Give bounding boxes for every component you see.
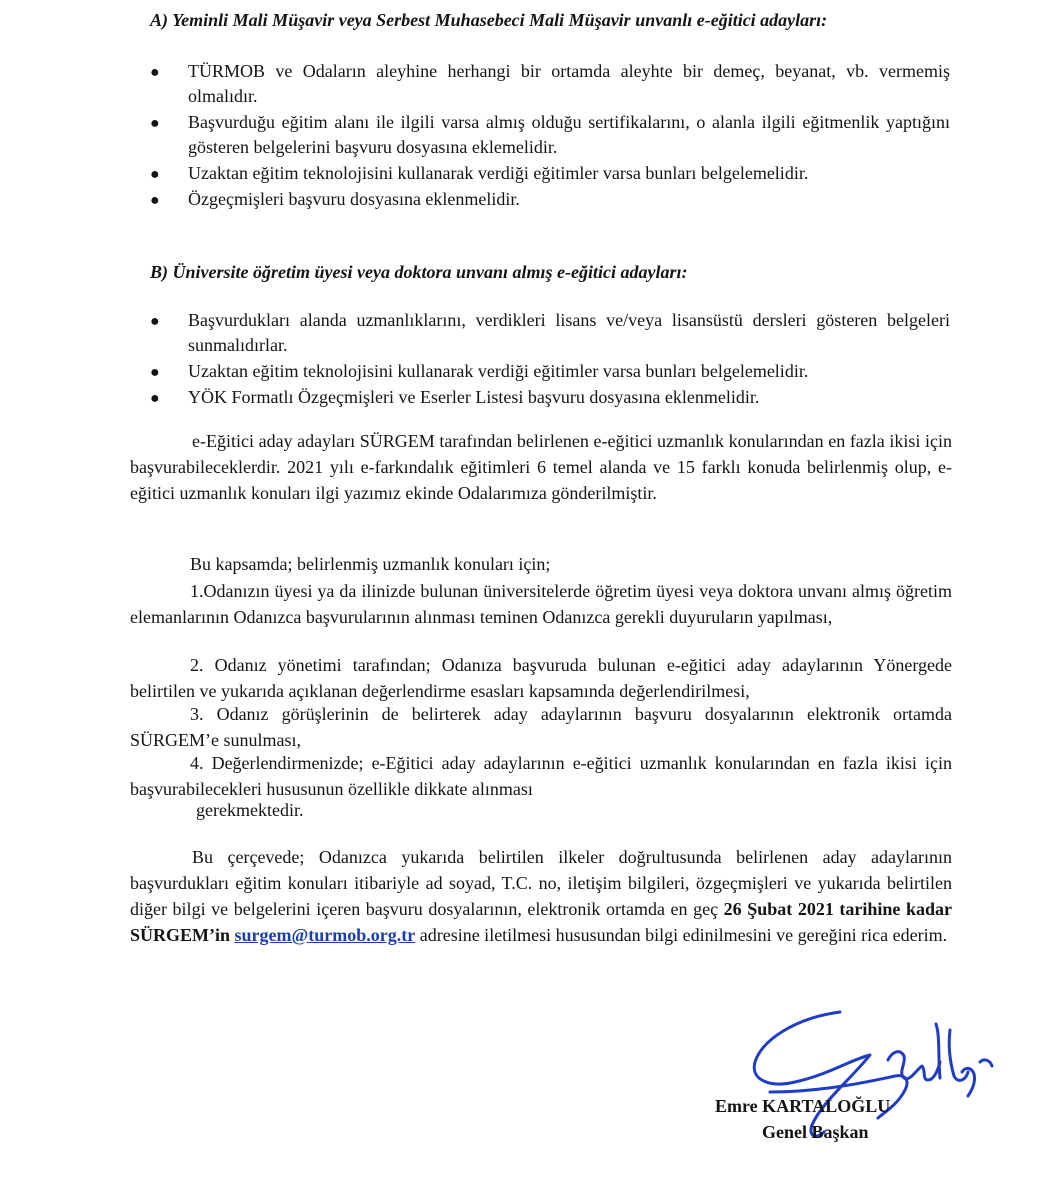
paragraph-request <box>130 844 952 948</box>
bullet-icon: ● <box>150 390 160 407</box>
section-b-heading: B) Üniversite öğretim üyesi veya doktora unvanı almış e-eğitici adayları: <box>150 262 688 282</box>
list-item: ● Uzaktan eğitim teknolojisini kullanarak verdiği eğitimler varsa bunları belgelemelidir. <box>150 359 950 384</box>
closing-word: gerekmektedir. <box>196 800 304 820</box>
request-text: Bu çerçevede; Odanızca yukarıda belirtilen ilkeler doğrultusunda belirlenen aday adaylarının başvurdukları eğitim konuları itibariyle ad soyad, T.C. no, iletişim bilgileri, özgeçmişleri ve yukarıda belirtilen diğer bilgi ve belgelerini içeren başvuru dosyalarının, elektronik ortamda en geç <box>130 847 952 919</box>
list-item: ● Uzaktan eğitim teknolojisini kullanarak verdiği eğitimler varsa bunları belgelemelidir. <box>150 161 950 186</box>
signatory-name: Emre KARTALOĞLU <box>715 1096 891 1116</box>
signatory-title: Genel Başkan <box>762 1122 869 1142</box>
section-a-list <box>150 59 950 213</box>
bullet-icon: ● <box>150 192 160 209</box>
section-b-list <box>150 308 950 411</box>
list-item: ● Başvurdukları alanda uzmanlıklarını, verdikleri lisans ve/veya lisansüstü dersleri gösteren belgeleri sunmalıdırlar. <box>150 310 950 355</box>
bullet-icon: ● <box>150 64 160 81</box>
list-item: ● Başvurduğu eğitim alanı ile ilgili varsa almış olduğu sertifikalarını, o alanla ilgili eğitmenlik yaptığını gösteren belgelerini başvuru dosyasına eklemelidir. <box>150 112 950 157</box>
section-a-heading: A) Yeminli Mali Müşavir veya Serbest Muhasebeci Mali Müşavir unvanlı e-eğitici adayları: <box>150 10 828 30</box>
bullet-icon: ● <box>150 364 160 381</box>
instruction-item-4: 4. Değerlendirmenizde; e-Eğitici aday adaylarının e-eğitici uzmanlık konularından en fazla ikisi için başvurabilecekleri hususunun özellikle dikkate alınması <box>130 753 952 799</box>
deadline-text: 26 Şubat 2021 tarihine kadar SÜRGEM’in <box>130 899 952 945</box>
instruction-item-2: 2. Odanız yönetimi tarafından; Odanıza başvuruda bulunan e-eğitici aday adaylarının Yönergede belirtilen ve yukarıda açıklanan değerlendirme esasları kapsamında değerlendirilmesi, <box>130 655 952 701</box>
bullet-icon: ● <box>150 115 160 132</box>
list-item: ● TÜRMOB ve Odaların aleyhine herhangi bir ortamda aleyhte bir demeç, beyanat, vb. vermemiş olmalıdır. <box>150 61 950 106</box>
signature-stroke <box>754 1012 870 1136</box>
list-item: ● Özgeçmişleri başvuru dosyasına eklenmelidir. <box>150 187 950 212</box>
bullet-icon: ● <box>150 313 160 330</box>
request-end-text: adresine iletilmesi hususundan bilgi edinilmesini ve gereğini rica ederim. <box>419 925 948 945</box>
email-link[interactable]: surgem@turmob.org.tr <box>234 925 416 945</box>
instructions-intro: Bu kapsamda; belirlenmiş uzmanlık konuları için; <box>190 554 551 574</box>
paragraph-expertise: e-Eğitici aday adayları SÜRGEM tarafından belirlenen e-eğitici uzmanlık konularından en fazla ikisi için başvurabileceklerdir. 2021 yılı e-farkındalık eğitimleri 6 temel alanda ve 15 farklı konuda belirlenmiş olup, e-eğitici uzmanlık konuları ilgi yazımız ekinde Odalarımıza gönderilmiştir. <box>130 431 952 503</box>
bullet-icon: ● <box>150 166 160 183</box>
list-item: ● YÖK Formatlı Özgeçmişleri ve Eserler Listesi başvuru dosyasına eklenmelidir. <box>150 385 950 410</box>
instruction-item-3: 3. Odanız görüşlerinin de belirterek aday adaylarının başvuru dosyalarının elektronik ortamda SÜRGEM’e sunulması, <box>130 704 952 750</box>
instruction-item-1: 1.Odanızın üyesi ya da ilinizde bulunan üniversitelerde öğretim üyesi veya doktora unvanı almış öğretim elemanlarının Odanızca başvurularının alınması teminen Odanızca gerekli duyuruların yapılması, <box>130 581 952 627</box>
